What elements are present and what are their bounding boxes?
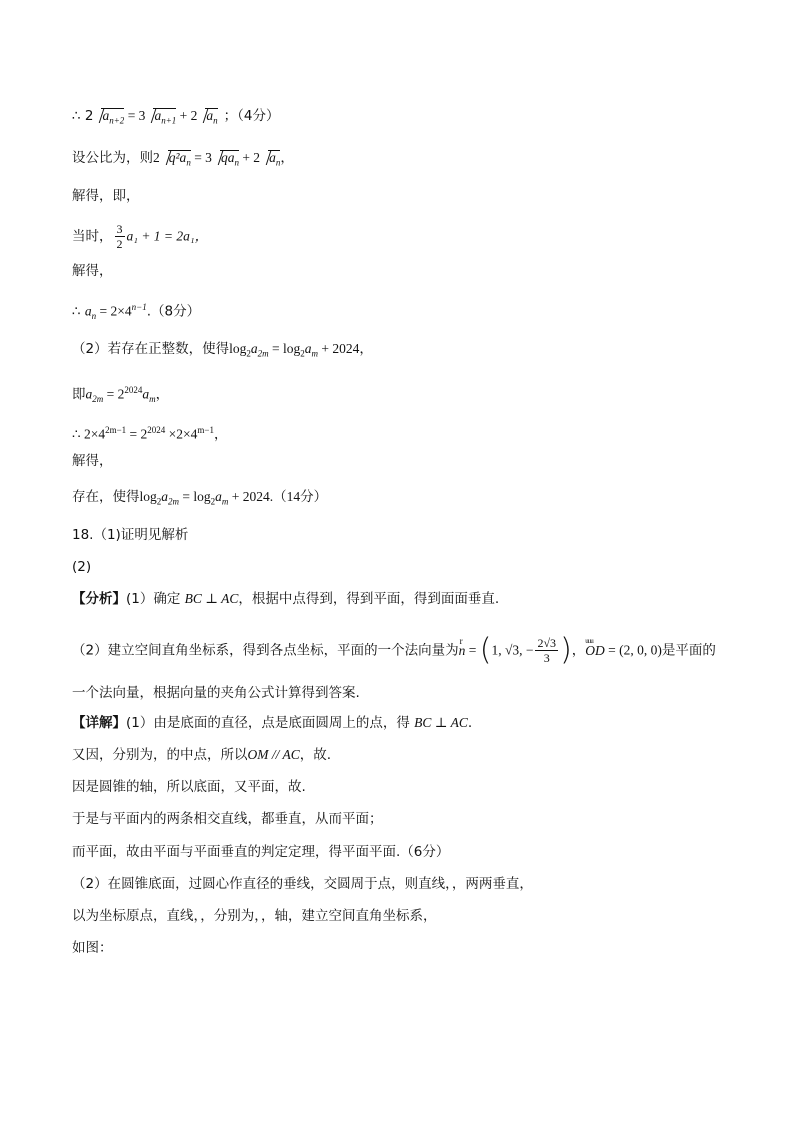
math-var: qa [220,150,235,165]
radical [94,106,124,131]
text: = 2×4 [96,303,132,319]
text: ， [280,150,294,166]
subscript: m [221,496,229,507]
text: 当时， [72,228,113,245]
subscript: n [213,115,218,126]
subscript: n+1 [161,115,177,126]
section-tag: 【分析】 [72,591,126,607]
text: = 3 [190,150,212,165]
math-expr: a₁ + 1 = 2a₁， [126,228,209,244]
superscript: 2024 [147,425,166,435]
math-var: a [269,150,276,165]
math-var: a [161,489,169,504]
text: 又因，分别为，的中点，所以 [72,747,248,763]
text: + 2 [176,108,198,123]
text: ， [155,386,170,403]
subscript: m [311,348,318,359]
subscript: 2m [168,496,180,507]
numerator: 2√3 [537,636,557,650]
answer-18-heading: 18.（1)证明见解析 [72,527,189,543]
detail-line [72,713,472,733]
equation-line-15 [72,632,716,668]
subscript: 2m [257,348,269,359]
equation-line-4 [72,222,208,251]
subscript: n [186,157,191,168]
paren-right: ) [560,632,572,668]
text-line-20: 于是与平面内的两条相交直线，都垂直，从而平面； [72,811,383,827]
text-line-19: 因是圆锥的轴，所以底面，又平面，故. [72,779,306,795]
text: ∴ 2 [72,108,94,124]
subscript: n [275,157,281,168]
text-line-21: 而平面，故由平面与平面垂直的判定定理，得平面平面.（6分） [72,844,450,860]
text: = 3 [124,108,146,123]
text-line-16: 一个法向量，根据向量的夹角公式计算得到答案. [72,685,360,701]
text: ，根据中点得到，得到平面，得到面面垂直. [238,591,500,607]
equation-line-2 [72,148,294,173]
superscript: 2m−1 [105,425,127,435]
text: (1）由是底面的直径，点是底面圆周上的点，得 [126,715,415,731]
math-var: a [154,108,162,123]
subscript: m [149,394,156,405]
text-line-22: （2）在圆锥底面，过圆心作直径的垂线，交圆周于点，则直线，，两两垂直， [72,876,533,892]
subscript: 2 [246,348,251,359]
paren-left: ( [479,632,492,668]
math-var: a [206,108,214,123]
math-var: a [85,386,93,402]
vector-od: uuu OD [585,641,605,661]
radical [146,106,176,131]
math-expr: BC ⊥ AC [184,591,239,606]
text: . [467,715,473,731]
math-var: a [304,341,312,356]
text: ；（4分） [223,108,280,124]
text-line-3: 解得，即， [72,188,140,204]
denominator: 3 [543,651,550,665]
analysis-line [72,589,499,609]
text: ， [213,426,228,443]
text-line-24: 如图： [72,940,113,956]
text: 1, √3, − [491,642,534,658]
text: （2）建立空间直角坐标系，得到各点坐标，平面的一个法向量为 [72,642,459,659]
text: + 2024.（14分） [228,489,328,504]
denominator: 2 [116,237,123,251]
text: 存在，使得 [72,489,140,505]
subscript: 2 [210,496,216,507]
text: + 2024， [317,341,373,356]
text: 设公比为，则 [72,150,153,166]
math-var: q²a [168,150,187,165]
section-tag: 【详解】 [72,715,126,731]
text: ∴ 2×4 [72,426,106,442]
text-line-23: 以为坐标原点，直线，，分别为，，轴，建立空间直角坐标系， [72,908,437,924]
fraction [115,222,125,251]
text: = log [179,489,211,504]
superscript: 2024 [124,385,143,395]
text: + 2 [238,150,261,165]
radical [261,148,280,173]
text-line-18 [72,745,331,765]
subscript: 2m [92,394,104,405]
math-var: a [250,341,258,356]
text: （2）若存在正整数，使得 [72,341,230,357]
subscript: n [234,157,239,168]
superscript: n−1 [131,302,147,312]
subscript: n [91,311,97,322]
equation-line-11 [72,487,327,512]
text: ∴ [72,303,85,320]
subscript: 2 [300,348,305,359]
vector-n: r n [459,641,466,661]
equation-line-6 [72,297,200,326]
text: = [465,642,480,658]
text-line-13: (2) [72,559,92,575]
subscript: 2 [156,496,162,507]
text: = (2, 0, 0) [604,642,662,658]
text-line-10: 解得， [72,453,113,469]
text: .（8分） [146,303,201,320]
equation-line-7 [72,339,373,364]
math-var: a [215,489,222,504]
radical [198,106,217,131]
text: ×2×4 [165,426,198,442]
superscript: m−1 [197,425,214,435]
math-expr: BC ⊥ AC [414,715,468,730]
text: 是平面的 [661,642,716,659]
math-expr: OM // AC [247,747,300,762]
text: 2 [153,150,160,165]
text: log [229,341,247,356]
subscript: n+2 [109,115,125,126]
math-var: a [102,108,110,123]
text: 即 [72,386,86,403]
text: = log [268,341,301,356]
equation-line-9 [72,420,227,445]
text: = 2 [126,426,148,442]
radical [213,148,239,173]
text: (1）确定 [126,591,185,607]
numerator: 3 [116,222,123,236]
text: log [139,489,157,504]
text: = 2 [103,386,125,402]
math-var: a [84,303,92,319]
equation-line-1 [72,106,279,131]
text-line-5: 解得， [72,263,113,279]
text: ，故. [299,747,332,763]
equation-line-8 [72,380,169,409]
math-var: a [142,386,150,402]
fraction [535,636,558,665]
text: ， [571,642,586,659]
radical [161,148,191,173]
